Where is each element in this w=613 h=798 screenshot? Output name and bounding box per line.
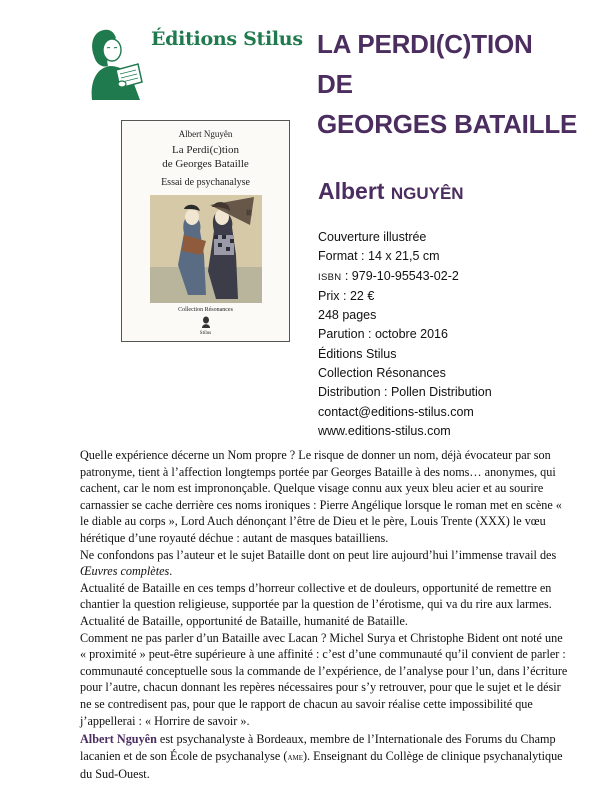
book-title <box>317 24 577 144</box>
bio-text: ). Enseignant du Collège de clinique psychanalytique du Sud-Ouest. <box>80 748 563 782</box>
book-title-line: LA PERDI(C)TION <box>317 29 533 59</box>
author-bio <box>80 731 570 783</box>
description-text: . <box>169 564 173 579</box>
detail-collection: Collection Résonances <box>318 366 446 381</box>
cover-illustration <box>150 195 262 303</box>
isbn-label: ISBN <box>318 271 342 283</box>
description-italic: Œuvres complètes <box>80 564 170 579</box>
description-paragraph: Quelle expérience décerne un Nom propre ? Le risque de donner un nom, déjà évocateur par son patronyme, tient à l’affection longtemps portée par Georges Bataille à des noms… anonymes, qui cachent, car le nom est imprononçable. Quelque visage connu aux yeux bleu acier et au sourire carnassier se cache derrière ces noms ironiques : Pierre Angélique lorsque le roman met en scène « le diable au corps », Lord Auch dénonçant l’être de Dieu et le père, Louis Trente (XXX) le vœu hérétique d’une royauté déchue : autant de masques batailliens. <box>80 448 562 545</box>
description-paragraph <box>80 547 570 580</box>
detail-website[interactable]: www.editions-stilus.com <box>318 423 451 438</box>
detail-cover-type: Couverture illustrée <box>318 230 427 244</box>
bio-author-name: Albert Nguyên <box>80 732 157 746</box>
cover-author: Albert Nguyên <box>178 129 233 139</box>
detail-publisher: Éditions Stilus <box>318 346 397 361</box>
svg-text:猿: 猿 <box>246 210 253 217</box>
publisher-name: Éditions Stilus <box>151 28 303 50</box>
book-title-line: GEORGES BATAILLE <box>317 109 578 139</box>
author-name <box>318 178 464 205</box>
detail-distribution: Distribution : Pollen Distribution <box>318 385 492 400</box>
description-paragraph: Actualité de Bataille, opportunité de Bataille, humanité de Bataille. <box>80 613 408 628</box>
cover-title-line: La Perdi(c)tion <box>172 144 239 156</box>
cover-subtitle: Essai de psychanalyse <box>161 177 250 188</box>
detail-pages: 248 pages <box>318 308 377 323</box>
description-paragraph: Comment ne pas parler d’un Bataille avec Lacan ? Michel Surya et Christophe Bident ont noté une « proximité » peut-être supérieure à une affinité : c’est d’une communauté qu’il convient de parler : communauté conceptuelle sous la commande de l’expérience, de l’analyse pour l’un, dans l’écriture pour l’autre, chacun donnant les repères nécessaires pour s’y retrouver, pour que le sujet et le désir ne se contredisent pas, pour que le rapport de chacun au savoir réalise cette impossibilité que j’appellerai : « Horrire de savoir ». <box>80 630 568 728</box>
cover-publisher: Stilus <box>199 331 212 336</box>
bio-abbreviation: ame <box>287 752 303 763</box>
description-text: Ne confondons pas l’auteur et le sujet Bataille dont on peut lire aujourd’hui l’immense travail des <box>80 547 557 562</box>
bio-text: est psychanalyste à Bordeaux, membre de l’Internationale des Forums du Champ lacanien et de son École de psychanalyse ( <box>80 732 556 763</box>
detail-isbn <box>318 267 492 287</box>
isbn-value: : 979-10-95543-02-2 <box>341 268 459 283</box>
stilus-mark-icon <box>201 316 211 328</box>
cover-title <box>122 143 289 171</box>
cover-collection: Collection Résonances <box>178 307 233 313</box>
detail-email[interactable]: contact@editions-stilus.com <box>318 404 474 419</box>
cover-title-line: de Georges Bataille <box>162 158 249 170</box>
book-cover <box>121 120 290 342</box>
bio-paragraph <box>80 731 570 783</box>
author-last-name: NGUYÊN <box>390 184 464 203</box>
book-description <box>80 447 570 729</box>
description-paragraph: Actualité de Bataille en ces temps d’horreur collective et de douleurs, opportunité de remettre en chantier la question religieuse, supportée par la question de l’érotisme, qui va du rire aux larmes. <box>80 580 552 612</box>
author-first-name: Albert <box>318 178 385 204</box>
book-details <box>318 228 492 441</box>
detail-release: Parution : octobre 2016 <box>318 327 448 342</box>
detail-price: Prix : 22 € <box>318 288 375 303</box>
detail-format: Format : 14 x 21,5 cm <box>318 249 440 264</box>
reading-woman-logo-icon <box>82 24 148 100</box>
book-title-line: DE <box>317 69 353 99</box>
